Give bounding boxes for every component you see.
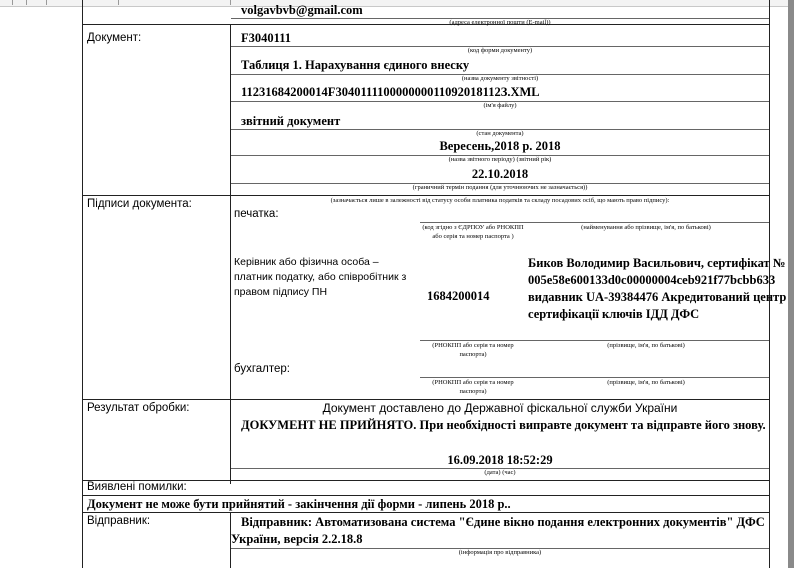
sender-caption: (інформація про відправника) xyxy=(458,549,542,556)
signatures-label: Підписи документа: xyxy=(87,198,192,210)
document-name: Таблиця 1. Нарахування єдиного внеску xyxy=(241,58,470,72)
file-name-caption: (ім'я файлу) xyxy=(483,102,517,109)
head-label: Керівник або фізична особа – платник податку, або співробітник з правом підпису ПН xyxy=(234,256,407,298)
errors-text: Документ не може бути прийнятий - закінчення дії форми - липень 2018 р.. xyxy=(87,497,511,511)
email-caption: (адреса електронної пошти (E-mail)) xyxy=(449,19,551,26)
result-status: ДОКУМЕНТ НЕ ПРИЙНЯТО. При необхідності виправте документ та відправте його знову. xyxy=(241,418,766,432)
head-signer: Биков Володимир Васильович, сертифікат № 005e58e600133d0c00000004ceb921f77bcbb633 видавник UA-39384476 Акредитований центр сертифікації ключів ІДД ДФС xyxy=(528,256,787,321)
stamp-label: печатка: xyxy=(234,208,279,220)
delivered-text: Документ доставлено до Державної фіскальної служби України xyxy=(322,401,678,415)
file-name: 11231684200014F304011110000000011092018112З.XML xyxy=(241,85,540,99)
signatures-note: (зазначається лише в залежності від статусу особи платника податків та складу посадових осіб, що мають право підпису): xyxy=(330,197,670,204)
form-code: F3040111 xyxy=(241,31,292,45)
result-label: Результат обробки: xyxy=(87,402,190,414)
document-state: звітний документ xyxy=(241,114,341,128)
form-code-caption: (код форми документу) xyxy=(467,47,533,54)
sender-label: Відправник: xyxy=(87,515,151,527)
document-state-caption: (стан документа) xyxy=(476,130,524,137)
accountant-name-caption: (прізвище, ім'я, по батькові) xyxy=(607,379,685,386)
reporting-period-caption: (назва звітного періоду) (звітний рік) xyxy=(448,156,552,163)
head-code: 1684200014 xyxy=(427,289,490,303)
head-name-caption: (прізвище, ім'я, по батькові) xyxy=(607,342,685,349)
result-datetime: 16.09.2018 18:52:29 xyxy=(447,453,553,467)
accountant-code-caption: (РНОКПП або серія та номер паспорта) xyxy=(432,379,514,395)
deadline-caption: (граничний термін подання (для уточнюючих не зазначається)) xyxy=(412,184,588,191)
email-value: volgavbvb@gmail.com xyxy=(241,3,363,17)
head-code-caption: (РНОКПП або серія та номер паспорта) xyxy=(432,342,514,358)
errors-label: Виявлені помилки: xyxy=(87,481,187,493)
deadline-date: 22.10.2018 xyxy=(471,167,529,181)
stamp-name-caption: (найменування або прізвище, ім'я, по батькові) xyxy=(581,224,711,231)
accountant-label: бухгалтер: xyxy=(234,363,291,375)
sender-text: Відправник: Автоматизована система "Єдине вікно подання електронних документів" ДФС України, версія 2.2.18.8 xyxy=(231,515,765,546)
stamp-code-caption: (код згідно з ЄДРПОУ або РНОКПП або серія та номер паспорта ) xyxy=(422,224,524,240)
document-name-caption: (назва документу звітності) xyxy=(461,75,539,82)
result-datetime-caption: (дата) (час) xyxy=(484,469,516,476)
document-label: Документ: xyxy=(87,32,142,44)
reporting-period: Вересень,2018 р. 2018 xyxy=(439,139,561,153)
